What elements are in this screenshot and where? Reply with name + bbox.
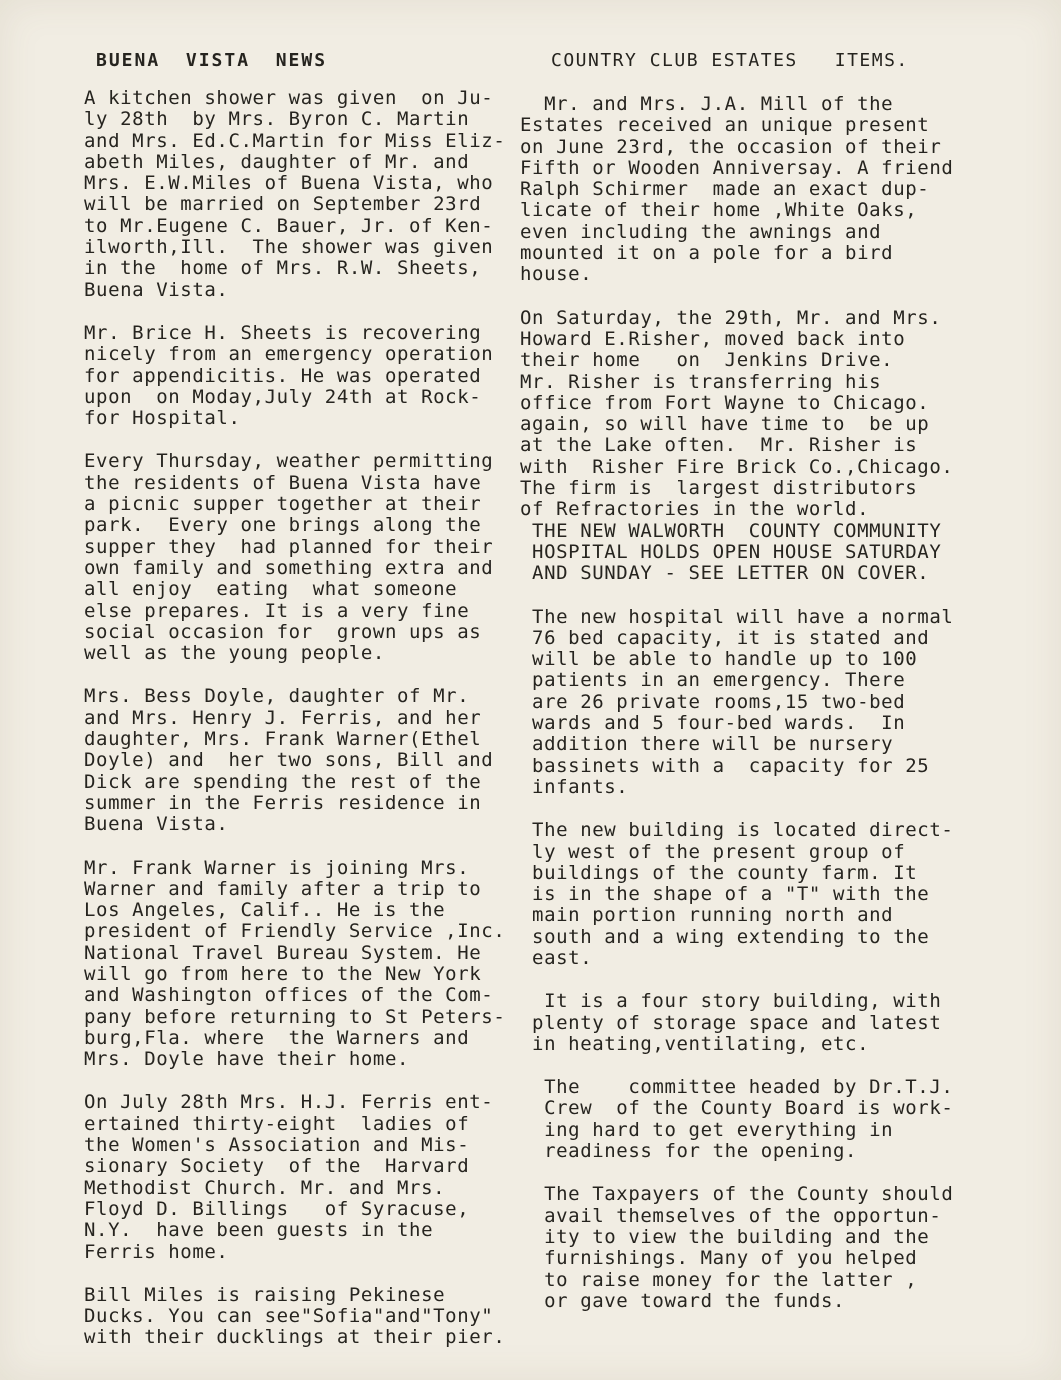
right-column-paragraph bbox=[520, 1077, 990, 1162]
left-column-paragraph bbox=[84, 858, 524, 1071]
text-line: THE NEW WALWORTH COUNTY COMMUNITY bbox=[520, 519, 942, 542]
text-line: Floyd D. Billings of Syracuse, bbox=[84, 1197, 470, 1220]
text-line: south and a wing extending to the bbox=[520, 925, 930, 948]
text-line: ly 28th by Mrs. Byron C. Martin bbox=[84, 108, 470, 131]
left-column bbox=[84, 88, 524, 1349]
text-line: in heating,ventilating, etc. bbox=[520, 1032, 870, 1055]
text-line: and Mrs. Ed.C.Martin for Miss Eliz- bbox=[84, 129, 506, 152]
text-line: avail themselves of the opportun- bbox=[520, 1204, 942, 1227]
text-line: Ferris home. bbox=[84, 1240, 229, 1263]
text-line: even including the awnings and bbox=[520, 220, 882, 243]
right-column-paragraph bbox=[520, 308, 990, 521]
text-line: The committee headed by Dr.T.J. bbox=[520, 1076, 954, 1099]
text-line: well as the young people. bbox=[84, 642, 385, 665]
text-line: bassinets with a capacity for 25 bbox=[520, 754, 930, 777]
text-line: wards and 5 four-bed wards. In bbox=[520, 712, 906, 735]
text-line: are 26 private rooms,15 two-bed bbox=[520, 690, 906, 713]
left-column-paragraph bbox=[84, 451, 524, 664]
text-line: the residents of Buena Vista have bbox=[84, 471, 482, 494]
text-line: Ducks. You can see"Sofia"and"Tony" bbox=[84, 1305, 494, 1328]
text-line: readiness for the opening. bbox=[520, 1140, 858, 1163]
text-line: Mrs. E.W.Miles of Buena Vista, who bbox=[84, 172, 494, 195]
text-line: sionary Society of the Harvard bbox=[84, 1155, 470, 1178]
text-line: It is a four story building, with bbox=[520, 990, 942, 1013]
text-line: abeth Miles, daughter of Mr. and bbox=[84, 150, 470, 173]
text-line: a picnic supper together at their bbox=[84, 493, 482, 516]
text-line: A kitchen shower was given on Ju- bbox=[84, 87, 494, 109]
right-column-paragraph bbox=[520, 820, 990, 969]
text-line: buildings of the county farm. It bbox=[520, 861, 918, 884]
text-line: On Saturday, the 29th, Mr. and Mrs. bbox=[520, 306, 942, 329]
text-line: supper they had planned for their bbox=[84, 535, 494, 558]
text-line: N.Y. have been guests in the bbox=[84, 1219, 434, 1242]
text-line: with their ducklings at their pier. bbox=[84, 1326, 506, 1349]
text-line: Doyle) and her two sons, Bill and bbox=[84, 749, 494, 772]
text-line: Mr. Brice H. Sheets is recovering bbox=[84, 321, 482, 344]
text-line: 76 bed capacity, it is stated and bbox=[520, 626, 930, 649]
text-line: of Refractories in the world. bbox=[520, 498, 870, 521]
text-line: their home on Jenkins Drive. bbox=[520, 349, 894, 372]
text-line: HOSPITAL HOLDS OPEN HOUSE SATURDAY bbox=[520, 540, 942, 563]
text-line: The new hospital will have a normal bbox=[520, 605, 954, 628]
text-line: own family and something extra and bbox=[84, 556, 494, 579]
text-line: burg,Fla. where the Warners and bbox=[84, 1026, 470, 1049]
right-column-paragraph bbox=[520, 1184, 990, 1312]
left-column-paragraph bbox=[84, 1092, 524, 1262]
text-line: ly west of the present group of bbox=[520, 840, 906, 863]
left-column-paragraph bbox=[84, 1285, 524, 1349]
text-line: for Hospital. bbox=[84, 407, 241, 430]
text-line: The Taxpayers of the County should bbox=[520, 1183, 954, 1206]
right-column-paragraph bbox=[520, 521, 990, 585]
text-line: Buena Vista. bbox=[84, 278, 229, 301]
right-column-paragraph bbox=[520, 607, 990, 799]
buena-vista-news-heading: BUENA VISTA NEWS bbox=[96, 50, 328, 71]
text-line: Mr. Frank Warner is joining Mrs. bbox=[84, 856, 470, 879]
text-line: Mr. and Mrs. J.A. Mill of the bbox=[520, 93, 894, 115]
text-line: ilworth,Ill. The shower was given bbox=[84, 236, 494, 259]
text-line: furnishings. Many of you helped bbox=[520, 1247, 918, 1270]
text-line: social occasion for grown ups as bbox=[84, 620, 482, 643]
text-line: with Risher Fire Brick Co.,Chicago. bbox=[520, 455, 954, 478]
text-line: ing hard to get everything in bbox=[520, 1118, 894, 1141]
text-line: pany before returning to St Peters- bbox=[84, 1005, 506, 1028]
right-column bbox=[520, 94, 990, 1312]
text-line: infants. bbox=[520, 775, 629, 798]
text-line: daughter, Mrs. Frank Warner(Ethel bbox=[84, 728, 482, 751]
text-line: and Washington offices of the Com- bbox=[84, 984, 494, 1007]
text-line: Ralph Schirmer made an exact dup- bbox=[520, 178, 930, 201]
text-line: patients in an emergency. There bbox=[520, 669, 906, 692]
text-line: upon on Moday,July 24th at Rock- bbox=[84, 385, 482, 408]
text-line: in the home of Mrs. R.W. Sheets, bbox=[84, 257, 482, 280]
text-line: The new building is located direct- bbox=[520, 819, 954, 842]
text-line: park. Every one brings along the bbox=[84, 514, 482, 537]
text-line: will be able to handle up to 100 bbox=[520, 648, 918, 671]
text-line: Buena Vista. bbox=[84, 813, 229, 836]
text-line: Mrs. Doyle have their home. bbox=[84, 1048, 410, 1071]
text-line: to Mr.Eugene C. Bauer, Jr. of Ken- bbox=[84, 214, 494, 237]
text-line: office from Fort Wayne to Chicago. bbox=[520, 391, 930, 414]
text-line: at the Lake often. Mr. Risher is bbox=[520, 434, 918, 457]
text-line: for appendicitis. He was operated bbox=[84, 364, 482, 387]
left-column-paragraph bbox=[84, 686, 524, 835]
text-line: National Travel Bureau System. He bbox=[84, 941, 482, 964]
text-line: is in the shape of a "T" with the bbox=[520, 883, 930, 906]
text-line: main portion running north and bbox=[520, 904, 894, 927]
text-line: else prepares. It is a very fine bbox=[84, 599, 470, 622]
text-line: all enjoy eating what someone bbox=[84, 578, 458, 601]
text-line: Dick are spending the rest of the bbox=[84, 770, 482, 793]
country-club-estates-heading: COUNTRY CLUB ESTATES ITEMS. bbox=[551, 50, 909, 71]
text-line: addition there will be nursery bbox=[520, 733, 894, 756]
text-line: summer in the Ferris residence in bbox=[84, 791, 482, 814]
text-line: Mr. Risher is transferring his bbox=[520, 370, 882, 393]
text-line: or gave toward the funds. bbox=[520, 1289, 846, 1312]
text-line: The firm is largest distributors bbox=[520, 477, 918, 500]
text-line: Bill Miles is raising Pekinese bbox=[84, 1283, 446, 1306]
text-line: and Mrs. Henry J. Ferris, and her bbox=[84, 706, 482, 729]
text-line: on June 23rd, the occasion of their bbox=[520, 135, 942, 158]
text-line: Every Thursday, weather permitting bbox=[84, 450, 494, 473]
text-line: Methodist Church. Mr. and Mrs. bbox=[84, 1176, 446, 1199]
text-line: On July 28th Mrs. H.J. Ferris ent- bbox=[84, 1091, 494, 1114]
text-line: again, so will have time to be up bbox=[520, 413, 930, 436]
text-line: will be married on September 23rd bbox=[84, 193, 482, 216]
text-line: the Women's Association and Mis- bbox=[84, 1134, 470, 1157]
text-line: nicely from an emergency operation bbox=[84, 343, 494, 366]
left-column-paragraph bbox=[84, 323, 524, 429]
right-column-paragraph bbox=[520, 94, 990, 286]
text-line: Los Angeles, Calif.. He is the bbox=[84, 899, 446, 922]
text-line: Howard E.Risher, moved back into bbox=[520, 327, 906, 350]
text-line: plenty of storage space and latest bbox=[520, 1011, 942, 1034]
text-line: mounted it on a pole for a bird bbox=[520, 242, 894, 265]
right-column-paragraph bbox=[520, 991, 990, 1055]
text-line: Mrs. Bess Doyle, daughter of Mr. bbox=[84, 685, 470, 708]
text-line: east. bbox=[520, 946, 593, 969]
text-line: to raise money for the latter , bbox=[520, 1268, 918, 1291]
text-line: AND SUNDAY - SEE LETTER ON COVER. bbox=[520, 562, 930, 585]
text-line: house. bbox=[520, 263, 593, 286]
text-line: Estates received an unique present bbox=[520, 114, 930, 137]
text-line: Crew of the County Board is work- bbox=[520, 1097, 954, 1120]
text-line: licate of their home ,White Oaks, bbox=[520, 199, 918, 222]
text-line: Warner and family after a trip to bbox=[84, 877, 482, 900]
text-line: president of Friendly Service ,Inc. bbox=[84, 920, 506, 943]
text-line: will go from here to the New York bbox=[84, 962, 482, 985]
text-line: ertained thirty-eight ladies of bbox=[84, 1112, 470, 1135]
text-line: ity to view the building and the bbox=[520, 1225, 930, 1248]
text-line: Fifth or Wooden Anniversay. A friend bbox=[520, 156, 954, 179]
left-column-paragraph bbox=[84, 88, 524, 301]
